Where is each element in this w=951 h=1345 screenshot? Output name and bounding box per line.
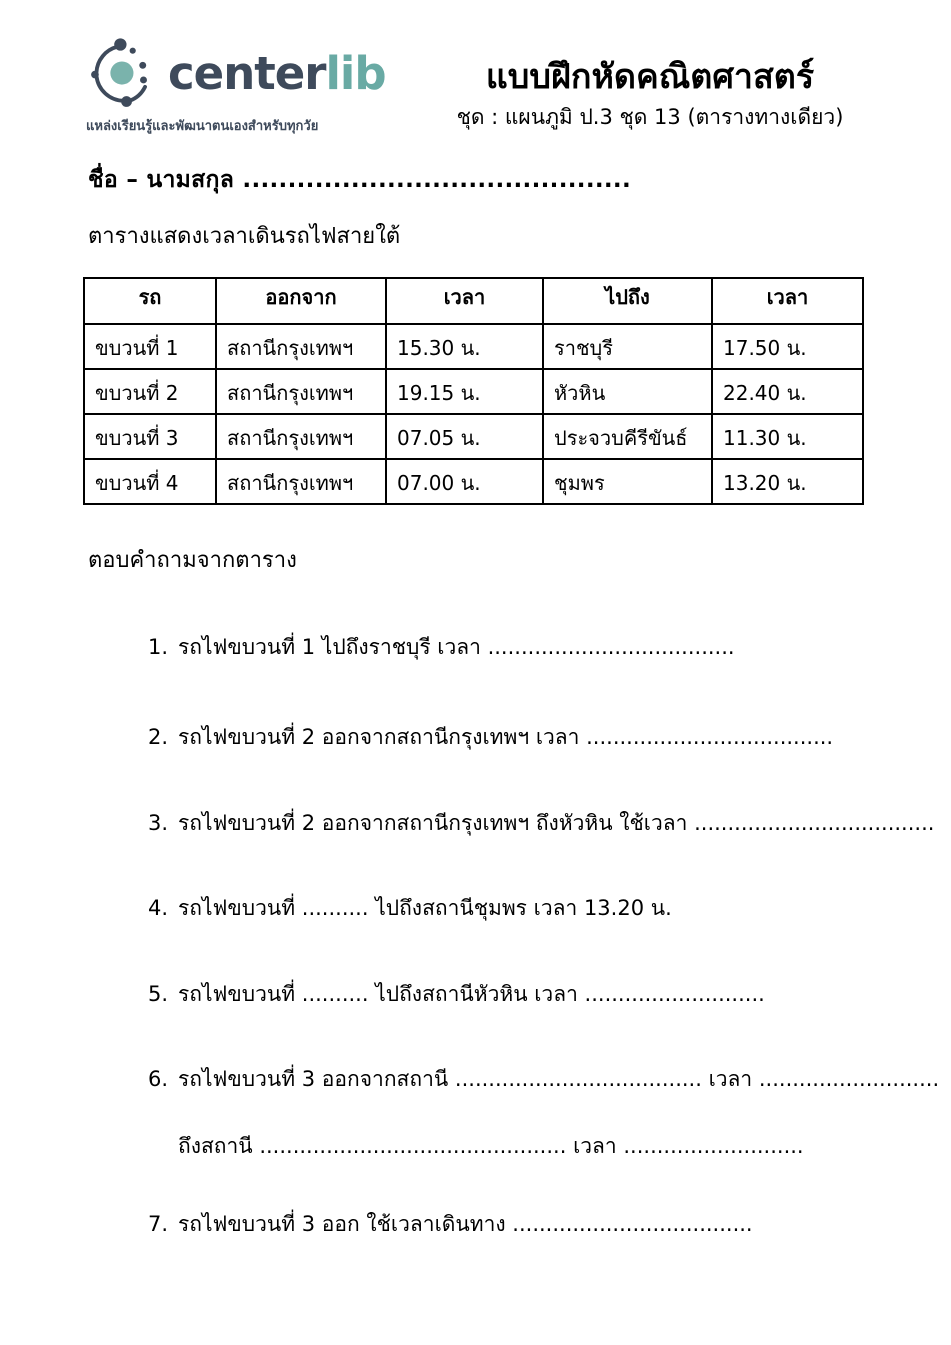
question-text: รถไฟขบวนที่ 2 ออกจากสถานีกรุงเทพฯ ถึงหัวหิน ใช้เวลา .................................... bbox=[178, 811, 935, 835]
column-header-depart-time: เวลา bbox=[386, 278, 543, 324]
table-row bbox=[84, 414, 863, 459]
table-row bbox=[84, 324, 863, 369]
logo-row bbox=[86, 36, 386, 110]
page-subtitle: ชุด : แผนภูมิ ป.3 ชุด 13 (ตารางทางเดียว) bbox=[456, 104, 844, 129]
cell-origin: สถานีกรุงเทพฯ bbox=[216, 459, 386, 504]
column-header-depart-from: ออกจาก bbox=[216, 278, 386, 324]
cell-origin: สถานีกรุงเทพฯ bbox=[216, 369, 386, 414]
table-row bbox=[84, 459, 863, 504]
cell-arrive-time: 17.50 น. bbox=[712, 324, 863, 369]
question-item-7 bbox=[148, 1210, 753, 1238]
question-number: 3. bbox=[148, 811, 169, 835]
question-text: รถไฟขบวนที่ 3 ออกจากสถานี ..................................... เวลา ........................... bbox=[178, 1067, 940, 1091]
table-header-row bbox=[84, 278, 863, 324]
name-blank-line: ชื่อ – นามสกุล ........................................... bbox=[88, 167, 632, 193]
question-item-3 bbox=[148, 809, 934, 837]
question-text: รถไฟขบวนที่ 1 ไปถึงราชบุรี เวลา ..................................... bbox=[178, 635, 735, 659]
column-header-arrive-at: ไปถึง bbox=[543, 278, 712, 324]
questions-heading: ตอบคำถามจากตาราง bbox=[88, 548, 297, 573]
cell-destination: หัวหิน bbox=[543, 369, 712, 414]
column-header-arrive-time: เวลา bbox=[712, 278, 863, 324]
question-number: 1. bbox=[148, 635, 169, 659]
question-item-5 bbox=[148, 980, 765, 1008]
question-item-6 bbox=[148, 1065, 939, 1093]
page-title: แบบฝึกหัดคณิตศาสตร์ bbox=[485, 57, 815, 97]
cell-train: ขบวนที่ 3 bbox=[84, 414, 216, 459]
question-item-1 bbox=[148, 633, 735, 661]
question-text: รถไฟขบวนที่ .......... ไปถึงสถานีหัวหิน เวลา ........................... bbox=[178, 982, 765, 1006]
question-text: รถไฟขบวนที่ 3 ออก ใช้เวลาเดินทาง .................................... bbox=[178, 1212, 753, 1236]
cell-train: ขบวนที่ 2 bbox=[84, 369, 216, 414]
logo-wordmark bbox=[168, 46, 386, 100]
table-caption: ตารางแสดงเวลาเดินรถไฟสายใต้ bbox=[88, 224, 401, 249]
cell-destination: ราชบุรี bbox=[543, 324, 712, 369]
question-number: 5. bbox=[148, 982, 169, 1006]
cell-destination: ชุมพร bbox=[543, 459, 712, 504]
question-text: รถไฟขบวนที่ .......... ไปถึงสถานีชุมพร เวลา 13.20 น. bbox=[178, 896, 672, 920]
table-row bbox=[84, 369, 863, 414]
cell-arrive-time: 11.30 น. bbox=[712, 414, 863, 459]
question-number: 7. bbox=[148, 1212, 169, 1236]
cell-origin: สถานีกรุงเทพฯ bbox=[216, 324, 386, 369]
logo-wordmark-lib: lib bbox=[325, 46, 386, 100]
cell-depart-time: 07.05 น. bbox=[386, 414, 543, 459]
cell-train: ขบวนที่ 1 bbox=[84, 324, 216, 369]
train-schedule-table bbox=[83, 277, 864, 505]
question-item-4 bbox=[148, 894, 672, 922]
cell-depart-time: 07.00 น. bbox=[386, 459, 543, 504]
cell-depart-time: 15.30 น. bbox=[386, 324, 543, 369]
cell-origin: สถานีกรุงเทพฯ bbox=[216, 414, 386, 459]
cell-destination: ประจวบคีรีขันธ์ bbox=[543, 414, 712, 459]
centerlib-logo bbox=[86, 36, 386, 136]
cell-arrive-time: 13.20 น. bbox=[712, 459, 863, 504]
question-item-2 bbox=[148, 723, 833, 751]
title-block bbox=[420, 56, 880, 134]
question-number: 2. bbox=[148, 725, 169, 749]
question-6-continuation: ถึงสถานี .............................................. เวลา ........................... bbox=[178, 1134, 804, 1158]
column-header-train: รถ bbox=[84, 278, 216, 324]
logo-wordmark-center: center bbox=[168, 46, 326, 100]
question-number: 4. bbox=[148, 896, 169, 920]
centerlib-network-icon bbox=[86, 36, 164, 110]
cell-arrive-time: 22.40 น. bbox=[712, 369, 863, 414]
cell-train: ขบวนที่ 4 bbox=[84, 459, 216, 504]
question-number: 6. bbox=[148, 1067, 169, 1091]
cell-depart-time: 19.15 น. bbox=[386, 369, 543, 414]
logo-tagline: แหล่งเรียนรู้และพัฒนาตนเองสำหรับทุกวัย bbox=[86, 119, 319, 134]
question-text: รถไฟขบวนที่ 2 ออกจากสถานีกรุงเทพฯ เวลา ..................................... bbox=[178, 725, 834, 749]
